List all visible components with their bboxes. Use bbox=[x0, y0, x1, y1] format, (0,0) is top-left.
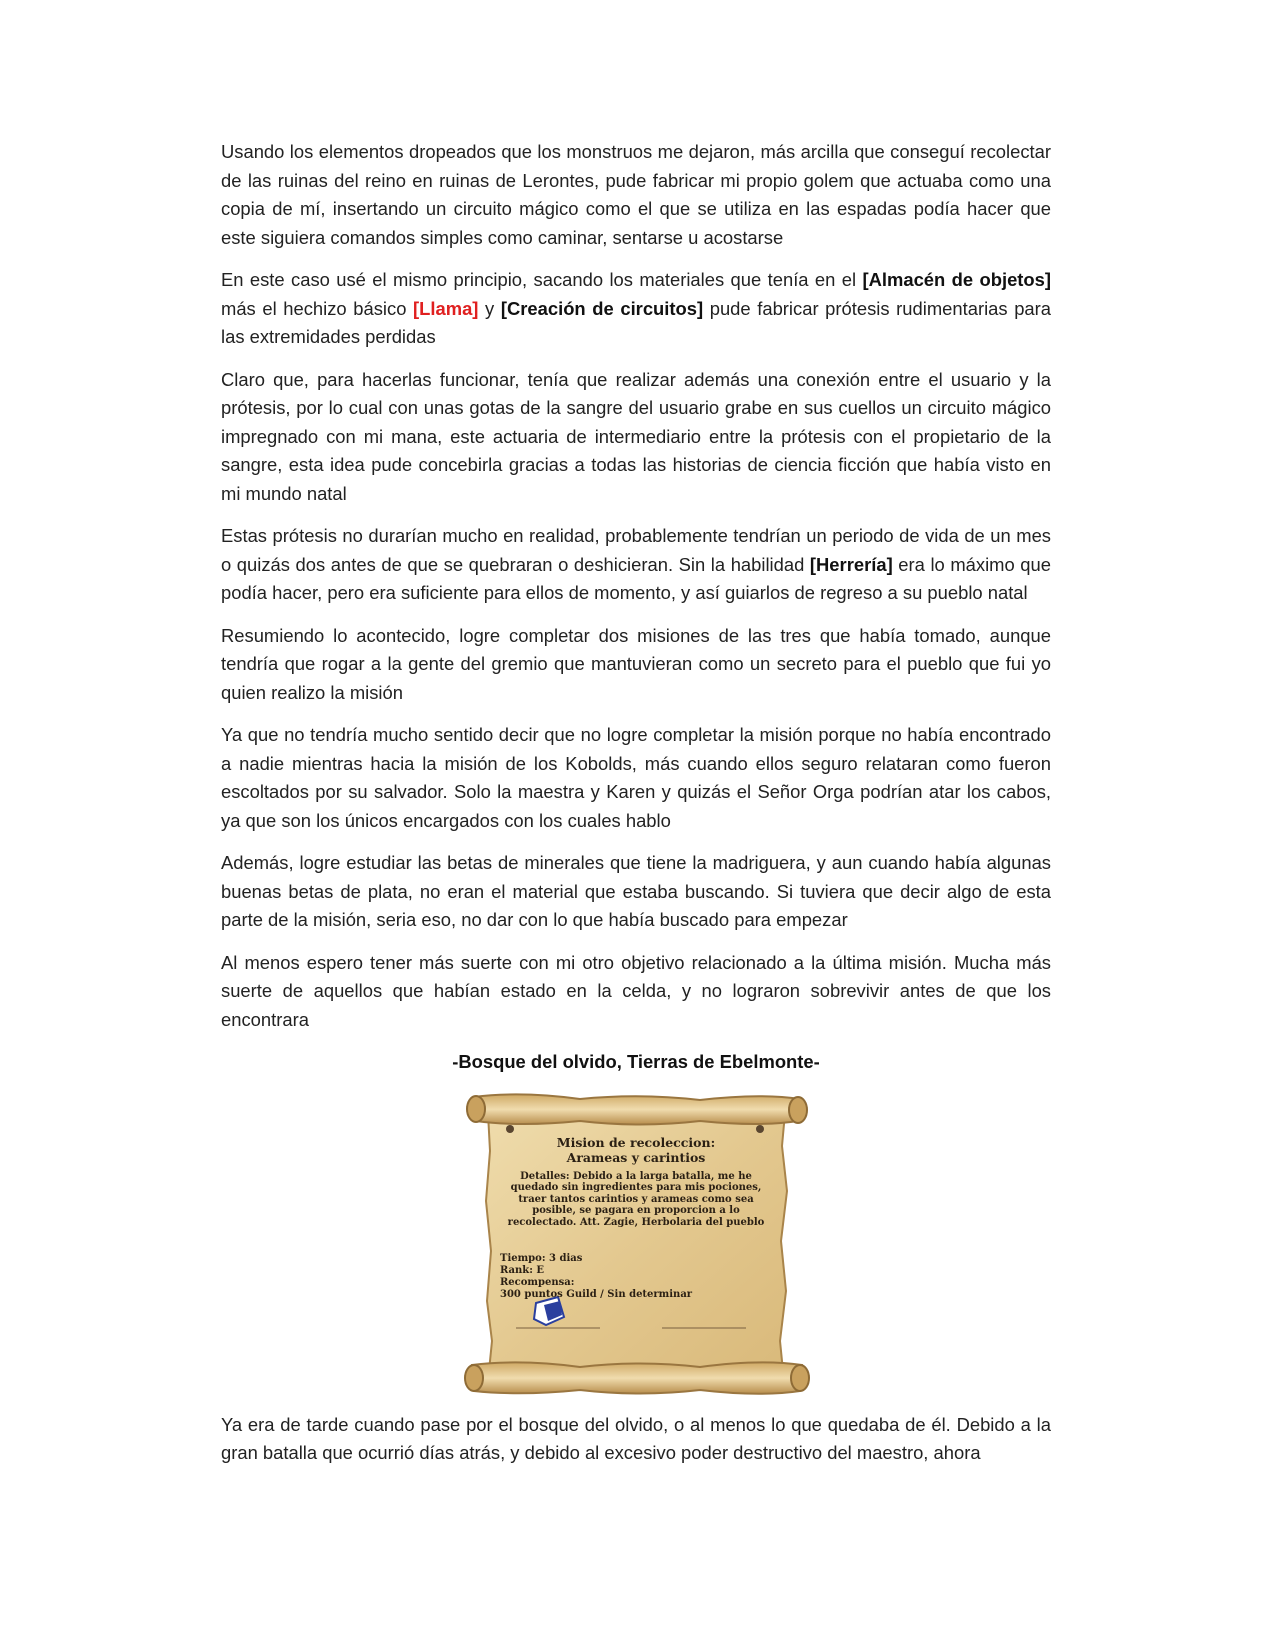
document-page bbox=[221, 138, 1051, 1482]
paragraph-4 bbox=[221, 522, 1051, 608]
paragraph-6: Ya que no tendría mucho sentido decir que no logre completar la misión porque no había encontrado a nadie mientras hacia la misión de los Kobolds, más cuando ellos seguro relataran como fueron escoltados por su salvador. Solo la maestra y Karen y quizás el Señor Orga podrían atar los cabos, ya que son los únicos encargados con los cuales hablo bbox=[221, 724, 1051, 831]
quest-scroll-figure bbox=[221, 1091, 1051, 1399]
quest-scroll bbox=[460, 1091, 812, 1399]
paragraph-2-text-b: más el hechizo básico bbox=[221, 297, 414, 319]
paragraph-5: Resumiendo lo acontecido, logre completar dos misiones de las tres que había tomado, aunque tendría que rogar a la gente del gremio que mantuvieran como un secreto para el pueblo que fui yo quien realizo la misión bbox=[221, 624, 1051, 703]
paragraph-9: Ya era de tarde cuando pase por el bosque del olvido, o al menos lo que quedaba de él. Debido a la gran batalla que ocurrió días atrás, y debido al excesivo poder destructivo del maestro, ahora bbox=[221, 1413, 1051, 1463]
quest-title-line-2: Arameas y carintios bbox=[566, 1149, 706, 1165]
paragraph-8: Al menos espero tener más suerte con mi otro objetivo relacionado a la última misión. Mucha más suerte de aquellos que habían estado en la celda, y no lograron sobrevivir antes de que los encontrara bbox=[221, 951, 1051, 1030]
skill-circuit-creation: [Creación de circuitos] bbox=[500, 297, 704, 319]
paragraph-7: Además, logre estudiar las betas de minerales que tiene la madriguera, y aun cuando había algunas buenas betas de plata, no eran el material que estaba buscando. Si tuviera que decir algo de esta parte de la misión, seria eso, no dar con lo que había buscado para empezar bbox=[221, 852, 1051, 930]
spell-flame: [Llama] bbox=[413, 297, 479, 319]
quest-details: Detalles: Debido a la larga batalla, me he quedado sin ingredientes para mis pociones, traer tantos carintios y arameas como sea posible, se pagara en proporcion a lo recolectado. Att. Zagie, Herbolaria del pueblo bbox=[507, 1170, 765, 1228]
paragraph-1: Usando los elementos dropeados que los monstruos me dejaron, más arcilla que conseguí recolectar de las ruinas del reino en ruinas de Lerontes, pude fabricar mi propio golem que actuaba como una copia de mí, insertando un circuito mágico como el que se utiliza en las espadas podía hacer que este siguiera comandos simples como caminar, sentarse u acostarse bbox=[221, 141, 1051, 248]
quest-time: Tiempo: 3 dias bbox=[500, 1252, 583, 1264]
paragraph-4-text-b: era lo máximo que podía hacer, pero era suficiente para ellos de momento, y así guiarlos de regreso a su pueblo natal bbox=[221, 553, 1051, 603]
paragraph-2 bbox=[221, 266, 1051, 352]
section-heading: -Bosque del olvido, Tierras de Ebelmonte- bbox=[452, 1051, 820, 1072]
paragraph-2-text-d: pude fabricar prótesis rudimentarias para las extremidades perdidas bbox=[221, 297, 1051, 347]
quest-rank: Rank: E bbox=[500, 1264, 545, 1276]
skill-item-storage: [Almacén de objetos] bbox=[862, 269, 1052, 290]
quest-title bbox=[460, 1135, 812, 1165]
quest-reward-value: 300 puntos Guild / Sin determinar bbox=[500, 1288, 693, 1300]
paragraph-2-text-c: y bbox=[478, 297, 501, 319]
paragraph-2-text-a: En este caso usé el mismo principio, sacando los materiales que tenía en el bbox=[221, 269, 863, 290]
paragraph-3: Claro que, para hacerlas funcionar, tenía que realizar además una conexión entre el usuario y la prótesis, por lo cual con unas gotas de la sangre del usuario grabe en sus cuellos un circuito mágico impregnado con mi mana, este actuaria de intermediario entre la prótesis con el propietario de la sangre, esta idea pude concebirla gracias a todas las historias de ciencia ficción que había visto en mi mundo natal bbox=[221, 368, 1051, 504]
quest-title-line-1: Mision de recoleccion: bbox=[556, 1134, 716, 1150]
paragraph-4-text-a: Estas prótesis no durarían mucho en realidad, probablemente tendrían un periodo de vida de un mes o quizás dos antes de que se quebraran o deshicieran. Sin la habilidad bbox=[221, 525, 1051, 575]
skill-smithing: [Herrería] bbox=[809, 553, 893, 575]
quest-reward-label: Recompensa: bbox=[500, 1276, 575, 1288]
